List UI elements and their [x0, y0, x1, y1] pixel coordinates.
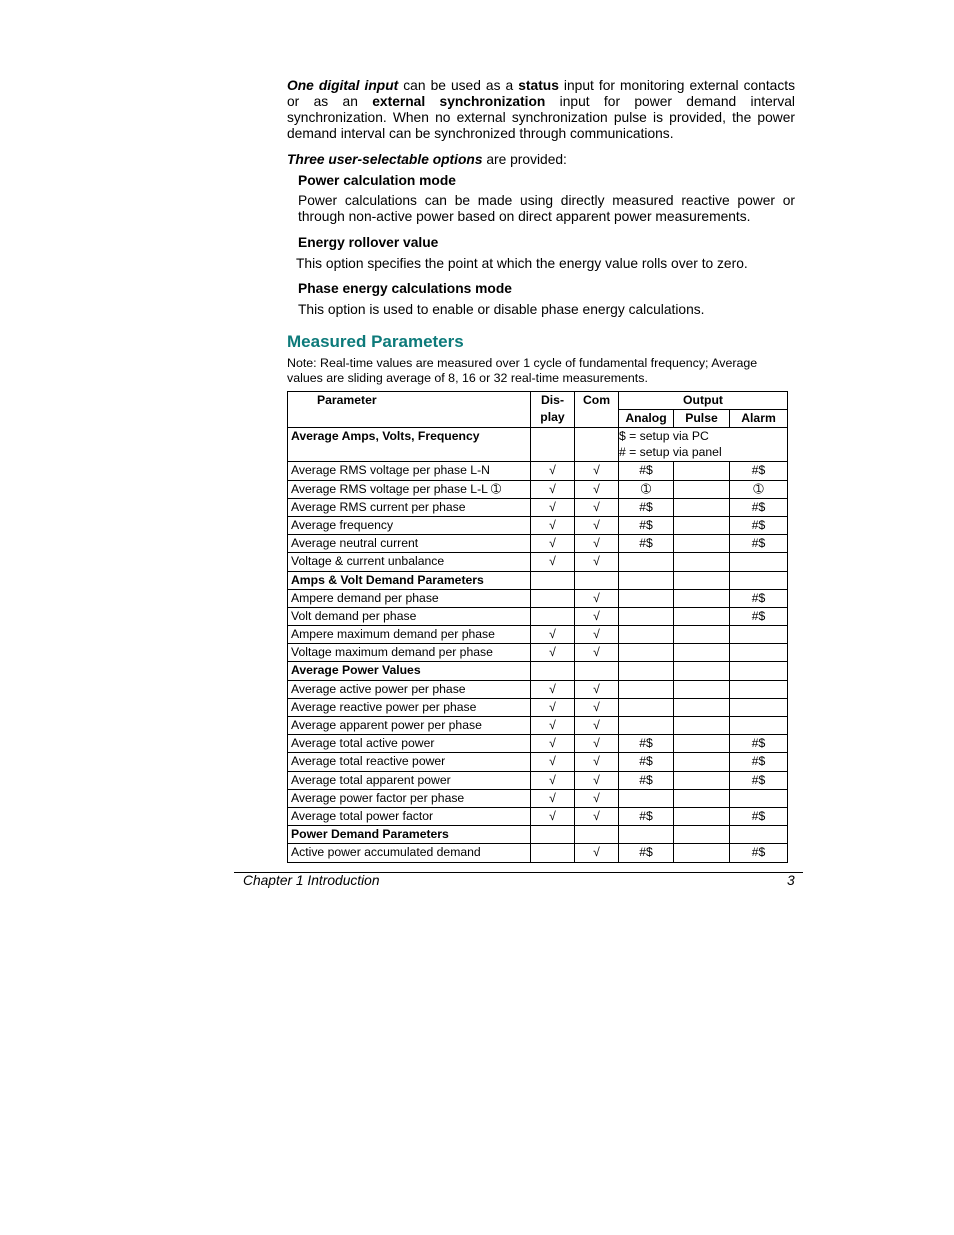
row-alarm [730, 717, 788, 735]
row-parameter: Active power accumulated demand [288, 844, 531, 862]
row-parameter: Volt demand per phase [288, 607, 531, 625]
row-parameter: Ampere maximum demand per phase [288, 626, 531, 644]
row-analog [619, 717, 674, 735]
row-pulse [674, 626, 730, 644]
row-com: √ [575, 735, 619, 753]
table-row [288, 771, 788, 789]
row-display: √ [531, 535, 575, 553]
option-title: Power calculation mode [298, 173, 456, 188]
row-alarm [730, 789, 788, 807]
row-analog: #$ [619, 516, 674, 534]
row-pulse [674, 662, 730, 680]
row-pulse [674, 844, 730, 862]
table-row [288, 662, 788, 680]
row-display [531, 589, 575, 607]
row-analog: ➀ [619, 480, 674, 498]
row-parameter: Average apparent power per phase [288, 717, 531, 735]
row-analog: #$ [619, 735, 674, 753]
row-analog [619, 698, 674, 716]
row-com: √ [575, 644, 619, 662]
row-analog: #$ [619, 498, 674, 516]
row-pulse [674, 698, 730, 716]
row-display: √ [531, 644, 575, 662]
option-phase-energy [298, 281, 795, 318]
row-display: √ [531, 516, 575, 534]
table-row [288, 553, 788, 571]
row-display [531, 428, 575, 462]
status-term: status [518, 78, 559, 93]
row-analog [619, 789, 674, 807]
header-com: Com [575, 392, 619, 428]
row-alarm: #$ [730, 462, 788, 480]
table-row [288, 589, 788, 607]
row-alarm: #$ [730, 771, 788, 789]
row-display [531, 607, 575, 625]
row-parameter: Average active power per phase [288, 680, 531, 698]
row-pulse [674, 589, 730, 607]
row-pulse [674, 680, 730, 698]
header-display-line-1: Dis- [540, 393, 565, 407]
row-com: √ [575, 680, 619, 698]
row-analog [619, 589, 674, 607]
row-com [575, 428, 619, 462]
row-alarm: #$ [730, 753, 788, 771]
row-alarm [730, 571, 788, 589]
digital-input-text-3: input for power demand interval synchronization. When no external synchronization pulse is provided, the power demand interval can be synchronized through communications. [287, 94, 795, 141]
row-pulse [674, 571, 730, 589]
digital-input-text-1: can be used as a [398, 78, 519, 93]
row-alarm: #$ [730, 535, 788, 553]
row-pulse [674, 771, 730, 789]
row-display: √ [531, 462, 575, 480]
row-pulse [674, 807, 730, 825]
digital-input-lead: One digital input [287, 78, 399, 93]
row-analog: #$ [619, 753, 674, 771]
row-com: √ [575, 807, 619, 825]
row-parameter: Average Amps, Volts, Frequency [288, 428, 531, 462]
table-row [288, 807, 788, 825]
legend-cell [619, 428, 788, 462]
row-display: √ [531, 753, 575, 771]
option-energy-rollover [298, 235, 795, 272]
row-com: √ [575, 753, 619, 771]
row-display: √ [531, 553, 575, 571]
row-alarm: #$ [730, 516, 788, 534]
row-pulse [674, 480, 730, 498]
row-display: √ [531, 771, 575, 789]
row-parameter: Average total power factor [288, 807, 531, 825]
table-row [288, 698, 788, 716]
row-com: √ [575, 626, 619, 644]
header-display [531, 392, 575, 428]
row-alarm: #$ [730, 498, 788, 516]
row-com: √ [575, 535, 619, 553]
table-row [288, 607, 788, 625]
row-pulse [674, 644, 730, 662]
row-pulse [674, 462, 730, 480]
row-pulse [674, 789, 730, 807]
header-display-line-2: play [540, 410, 565, 424]
row-pulse [674, 717, 730, 735]
row-alarm: #$ [730, 735, 788, 753]
table-row [288, 753, 788, 771]
row-parameter: Average power factor per phase [288, 789, 531, 807]
legend-pc: $ = setup via PC [619, 429, 709, 444]
external-sync-term: external synchronization [372, 94, 546, 109]
row-com: √ [575, 789, 619, 807]
row-display: √ [531, 480, 575, 498]
row-com: √ [575, 516, 619, 534]
row-analog [619, 680, 674, 698]
row-display: √ [531, 698, 575, 716]
row-analog [619, 662, 674, 680]
digital-input-paragraph [287, 78, 795, 142]
row-pulse [674, 735, 730, 753]
row-alarm: #$ [730, 844, 788, 862]
row-parameter: Average total apparent power [288, 771, 531, 789]
options-intro [287, 152, 795, 168]
row-analog: #$ [619, 535, 674, 553]
row-alarm: #$ [730, 607, 788, 625]
row-parameter: Power Demand Parameters [288, 826, 531, 844]
table-row [288, 516, 788, 534]
section-title: Measured Parameters [287, 332, 464, 351]
option-text: Power calculations can be made using directly measured reactive power or through non-active power based on direct apparent power measurements. [298, 193, 795, 224]
options-lead: Three user-selectable options [287, 152, 483, 167]
row-display: √ [531, 717, 575, 735]
table-row [288, 680, 788, 698]
row-analog [619, 607, 674, 625]
header-analog: Analog [619, 410, 674, 428]
row-alarm [730, 826, 788, 844]
row-parameter: Voltage & current unbalance [288, 553, 531, 571]
table-row [288, 626, 788, 644]
row-display: √ [531, 735, 575, 753]
row-parameter: Average Power Values [288, 662, 531, 680]
note-text: Note: Real-time values are measured over 1 cycle of fundamental frequency; Average values are sliding average of 8, 16 or 32 real-time measurements. [287, 356, 758, 385]
option-text: This option specifies the point at which the energy value rolls over to zero. [296, 256, 748, 271]
row-alarm: #$ [730, 589, 788, 607]
option-title: Phase energy calculations mode [298, 281, 512, 296]
row-display: √ [531, 789, 575, 807]
row-com: √ [575, 717, 619, 735]
row-pulse [674, 553, 730, 571]
row-analog: #$ [619, 462, 674, 480]
row-com [575, 571, 619, 589]
row-parameter: Average RMS voltage per phase L-N [288, 462, 531, 480]
row-com: √ [575, 771, 619, 789]
header-alarm: Alarm [730, 410, 788, 428]
row-analog: #$ [619, 844, 674, 862]
row-com: √ [575, 480, 619, 498]
legend-panel: # = setup via panel [619, 445, 722, 460]
row-pulse [674, 753, 730, 771]
row-alarm [730, 698, 788, 716]
row-com: √ [575, 698, 619, 716]
row-com: √ [575, 844, 619, 862]
table-row [288, 717, 788, 735]
row-display: √ [531, 498, 575, 516]
row-com: √ [575, 553, 619, 571]
row-display [531, 662, 575, 680]
table-row [288, 571, 788, 589]
row-analog: #$ [619, 771, 674, 789]
row-analog [619, 826, 674, 844]
row-alarm [730, 553, 788, 571]
row-pulse [674, 516, 730, 534]
row-com: √ [575, 498, 619, 516]
row-parameter: Average RMS voltage per phase L-L ➀ [288, 480, 531, 498]
option-title: Energy rollover value [298, 235, 439, 250]
row-parameter: Ampere demand per phase [288, 589, 531, 607]
row-display: √ [531, 626, 575, 644]
header-output: Output [619, 392, 788, 410]
row-pulse [674, 826, 730, 844]
row-alarm: ➀ [730, 480, 788, 498]
row-alarm [730, 626, 788, 644]
table-row [288, 735, 788, 753]
table-row [288, 498, 788, 516]
row-display [531, 844, 575, 862]
option-text: This option is used to enable or disable phase energy calculations. [298, 302, 705, 317]
row-analog [619, 644, 674, 662]
row-pulse [674, 498, 730, 516]
row-parameter: Average total active power [288, 735, 531, 753]
row-com: √ [575, 607, 619, 625]
row-display: √ [531, 807, 575, 825]
row-parameter: Average frequency [288, 516, 531, 534]
footer-page-number: 3 [787, 873, 795, 888]
row-display [531, 571, 575, 589]
row-display [531, 826, 575, 844]
row-com [575, 662, 619, 680]
row-pulse [674, 607, 730, 625]
row-parameter: Average neutral current [288, 535, 531, 553]
row-pulse [674, 535, 730, 553]
digital-input-text-2: input for monitoring external contacts or as an [287, 78, 795, 109]
header-parameter: Parameter [288, 392, 531, 428]
row-alarm [730, 644, 788, 662]
table-row [288, 644, 788, 662]
row-parameter: Average RMS current per phase [288, 498, 531, 516]
header-pulse: Pulse [674, 410, 730, 428]
table-body [288, 428, 788, 862]
row-analog: #$ [619, 807, 674, 825]
row-parameter: Average total reactive power [288, 753, 531, 771]
table-row [288, 535, 788, 553]
table-row [288, 480, 788, 498]
row-alarm [730, 662, 788, 680]
row-display: √ [531, 680, 575, 698]
row-parameter: Amps & Volt Demand Parameters [288, 571, 531, 589]
row-com [575, 826, 619, 844]
row-analog [619, 553, 674, 571]
table-row [288, 826, 788, 844]
row-parameter: Average reactive power per phase [288, 698, 531, 716]
table-row [288, 428, 788, 462]
row-alarm [730, 680, 788, 698]
row-com: √ [575, 462, 619, 480]
parameters-table [287, 391, 788, 863]
row-analog [619, 571, 674, 589]
table-header-row [288, 392, 788, 410]
table-row [288, 844, 788, 862]
row-analog [619, 626, 674, 644]
option-power-calculation [298, 173, 795, 225]
table-row [288, 789, 788, 807]
footer-chapter: Chapter 1 Introduction [243, 873, 380, 888]
table-row [288, 462, 788, 480]
row-com: √ [575, 589, 619, 607]
row-parameter: Voltage maximum demand per phase [288, 644, 531, 662]
row-alarm: #$ [730, 807, 788, 825]
options-rest: are provided: [482, 152, 567, 167]
